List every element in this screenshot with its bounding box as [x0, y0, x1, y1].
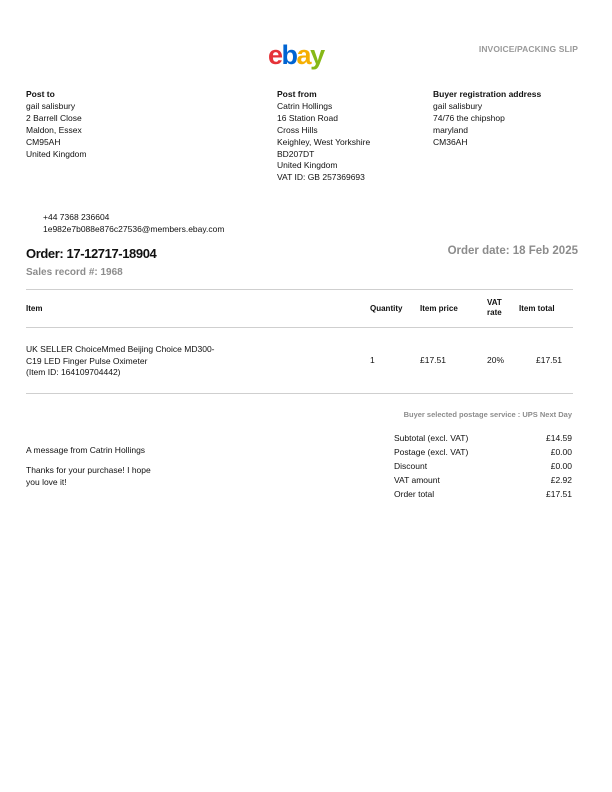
item-vat-rate: 20% — [487, 355, 505, 365]
subtotal-value: £14.59 — [546, 433, 572, 443]
vat-amount-label: VAT amount — [394, 475, 440, 485]
document-title: INVOICE/PACKING SLIP — [478, 44, 578, 54]
buyer-registration-address — [433, 89, 541, 149]
item-description-line: UK SELLER ChoiceMmed Beijing Choice MD300- — [26, 344, 215, 354]
post-from-line: Cross Hills — [277, 124, 318, 135]
item-total: £17.51 — [536, 355, 562, 365]
column-header-item-total: Item total — [519, 304, 555, 313]
post-from-line: VAT ID: GB 257369693 — [277, 172, 365, 183]
logo-letter-e: e — [268, 40, 282, 70]
seller-message-line: Thanks for your purchase! I hope — [26, 465, 151, 475]
column-header-quantity: Quantity — [370, 304, 403, 313]
subtotal-label: Subtotal (excl. VAT) — [394, 433, 469, 443]
buyer-contact — [43, 211, 224, 235]
post-from-line: BD207DT — [277, 148, 315, 159]
post-to-address — [26, 89, 86, 160]
totals-values — [512, 431, 572, 501]
order-total-value: £17.51 — [546, 489, 572, 499]
post-from-address — [277, 89, 370, 184]
buyer-registration-line: maryland — [433, 124, 468, 135]
buyer-registration-heading: Buyer registration address — [433, 89, 542, 99]
seller-message-line: you love it! — [26, 477, 67, 487]
postage-label: Postage (excl. VAT) — [394, 447, 469, 457]
order-total-label: Order total — [394, 489, 435, 499]
column-header-item-price: Item price — [420, 304, 458, 313]
column-header-item: Item — [26, 304, 43, 313]
buyer-email: 1e982e7b088e876c27536@members.ebay.com — [43, 224, 225, 234]
column-header-vat-rate — [487, 298, 502, 318]
logo-letter-y: y — [310, 40, 324, 70]
post-to-line: CM95AH — [26, 136, 61, 147]
buyer-phone: +44 7368 236604 — [43, 212, 110, 222]
postage-value: £0.00 — [550, 447, 572, 457]
item-quantity: 1 — [370, 355, 375, 365]
sales-record: Sales record #: 1968 — [26, 267, 123, 278]
divider — [26, 289, 573, 290]
post-to-line: 2 Barrell Close — [26, 112, 82, 123]
post-to-line: gail salisbury — [26, 100, 76, 111]
buyer-registration-line: CM36AH — [433, 136, 468, 147]
table-row-item-description — [26, 344, 215, 379]
vat-amount-value: £2.92 — [550, 475, 572, 485]
seller-message-heading: A message from Catrin Hollings — [26, 445, 146, 455]
divider — [26, 393, 573, 394]
order-date: Order date: 18 Feb 2025 — [447, 245, 578, 257]
logo-letter-b: b — [281, 40, 297, 70]
post-from-line: United Kingdom — [277, 160, 338, 171]
item-price: £17.51 — [420, 355, 446, 365]
ebay-logo — [268, 42, 324, 69]
buyer-registration-line: 74/76 the chipshop — [433, 112, 505, 123]
post-to-line: Maldon, Essex — [26, 124, 82, 135]
vat-rate-header-line-2: rate — [487, 308, 502, 317]
vat-rate-header-line-1: VAT — [487, 298, 502, 307]
post-to-line: United Kingdom — [26, 148, 87, 159]
seller-message-body — [26, 464, 151, 488]
item-description-line: C19 LED Finger Pulse Oximeter — [26, 355, 148, 366]
post-from-line: Keighley, West Yorkshire — [277, 136, 371, 147]
post-to-heading: Post to — [26, 89, 55, 99]
discount-value: £0.00 — [550, 461, 572, 471]
logo-letter-a: a — [296, 40, 311, 70]
divider — [26, 327, 573, 328]
discount-label: Discount — [394, 461, 428, 471]
postage-service: Buyer selected postage service : UPS Next Day — [403, 410, 572, 419]
post-from-line: Catrin Hollings — [277, 100, 333, 111]
item-id: (Item ID: 164109704442) — [26, 367, 121, 377]
buyer-registration-line: gail salisbury — [433, 100, 483, 111]
order-number: Order: 17-12717-18904 — [26, 246, 157, 261]
post-from-line: 16 Station Road — [277, 112, 338, 123]
post-from-heading: Post from — [277, 89, 317, 99]
totals-labels — [394, 431, 504, 501]
